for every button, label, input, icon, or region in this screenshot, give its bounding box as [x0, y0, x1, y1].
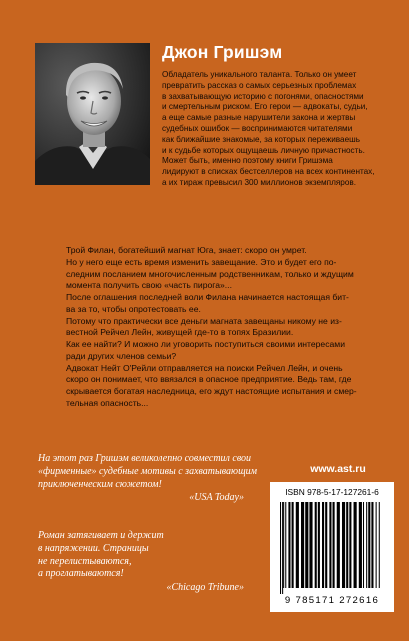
- quote-line: а проглатываются!: [38, 568, 124, 580]
- bio-line: в захватывающую историю с погонями, опасностями: [162, 91, 364, 101]
- barcode-bar: [346, 502, 348, 588]
- isbn-number: ISBN 978-5-17-127261-6: [285, 487, 379, 497]
- synopsis-line: тельная опасность...: [66, 397, 149, 408]
- barcode-bar: [349, 502, 351, 588]
- quote-line: в напряжении. Страницы: [38, 542, 149, 554]
- author-portrait-image: [35, 43, 150, 185]
- barcode-bar: [285, 502, 286, 588]
- barcode-bar: [376, 502, 377, 588]
- bio-line: и смертельным риском. Его герои — адвокаты, судьи,: [162, 102, 368, 112]
- barcode-digits: 9 785171 272616: [284, 595, 380, 606]
- quote-source: «USA Today»: [189, 492, 244, 504]
- author-name: Джон Гришэм: [162, 42, 283, 62]
- synopsis-line: После оглашения последней воли Филана начинается настоящая бит-: [66, 292, 349, 302]
- barcode-bar: [322, 502, 324, 588]
- barcode-bar: [366, 502, 367, 588]
- barcode-bar: [318, 502, 320, 588]
- synopsis-line: Но у него еще есть время изменить завещание. Это и будет его по-: [66, 256, 337, 267]
- barcode-bar: [359, 502, 362, 588]
- quote-line: не перелистываются,: [38, 555, 132, 567]
- barcode-bar: [337, 502, 340, 588]
- quote-source: «Chicago Tribune»: [166, 582, 244, 594]
- quote-line: На этот раз Гришэм великолепно совместил свои: [38, 453, 252, 464]
- bio-line: Может быть, именно поэтому книги Гришэма: [162, 156, 333, 166]
- quote-line: Роман затягивает и держит: [38, 530, 164, 541]
- synopsis-line: Как ее найти? И можно ли уговорить поступиться своими интересами: [66, 339, 345, 349]
- isbn-barcode-block: [270, 482, 394, 612]
- barcode-bar: [282, 502, 283, 594]
- bio-line: а их тираж превысил 300 миллионов экземпляров.: [162, 177, 357, 187]
- bio-line: Обладатель уникального таланта. Только он умеет: [162, 70, 357, 79]
- barcode-bar: [368, 502, 370, 588]
- bio-line: как ближайшие знакомые, за которых переживаешь: [162, 134, 360, 144]
- bio-line: а еще самые разные нарушители закона и жертвы: [162, 113, 356, 123]
- bio-line: превратить рассказ о самых серьезных проблемах: [162, 80, 357, 90]
- bio-line: судебных ошибок — воспринимаются читателями: [162, 123, 353, 133]
- barcode-bar: [280, 502, 281, 594]
- barcode-bar: [342, 502, 345, 588]
- synopsis-line: следним посланием многочисленным родственникам, только и ждущим: [66, 268, 354, 279]
- synopsis-line: ва за то, чтобы опротестовать ее.: [66, 303, 201, 314]
- barcode-bar: [305, 502, 308, 588]
- barcode-bar: [309, 502, 312, 588]
- publisher-website: www.ast.ru: [310, 463, 366, 475]
- synopsis-line: момента получить свою «часть пирога»...: [66, 280, 232, 291]
- barcode-bar: [371, 502, 373, 588]
- synopsis-line: скрывается богатая наследница, его ждут настоящие испытания и смер-: [66, 386, 357, 396]
- book-synopsis: [66, 245, 389, 410]
- barcode-bar: [354, 502, 357, 588]
- bio-line: лидируют в списках бестселлеров на всех континентах,: [162, 167, 375, 177]
- barcode-bar: [325, 502, 327, 588]
- barcode-bar: [296, 502, 299, 588]
- barcode-bar: [315, 502, 317, 588]
- barcode-bar: [363, 502, 364, 588]
- barcode-icon: [278, 502, 386, 594]
- synopsis-line: вестной Рейчел Лейн, живущей где-то в топях Бразилии.: [66, 327, 294, 338]
- barcode-bar: [288, 502, 290, 588]
- synopsis-line: Трой Филан, богатейший магнат Юга, знает: скоро он умрет.: [66, 245, 307, 255]
- quote-line: приключенческим сюжетом!: [38, 478, 162, 490]
- synopsis-line: Адвокат Нейт О'Рейли отправляется на поиски Рейчел Лейн, и очень: [66, 362, 343, 373]
- author-bio: [162, 70, 390, 189]
- barcode-bar: [301, 502, 304, 588]
- author-photo: [35, 43, 150, 185]
- press-quote-usa-today: [38, 453, 258, 504]
- synopsis-line: Потому что практически все деньги магната завещаны никому не из-: [66, 315, 342, 326]
- barcode-bar: [379, 502, 380, 588]
- synopsis-line: скоро он понимает, что ввязался в опасное предприятие. Ведь там, где: [66, 374, 352, 385]
- barcode-bar: [283, 502, 284, 588]
- synopsis-line: ради других членов семьи?: [66, 350, 177, 361]
- barcode-bar: [329, 502, 331, 588]
- barcode-bar: [333, 502, 335, 588]
- bio-line: и к судьбе которых ощущаешь личную причастность.: [162, 145, 365, 155]
- barcode-bar: [292, 502, 294, 588]
- quote-line: «фирменные» судебные мотивы с захватывающим: [38, 465, 258, 477]
- press-quote-chicago-tribune: [38, 530, 258, 594]
